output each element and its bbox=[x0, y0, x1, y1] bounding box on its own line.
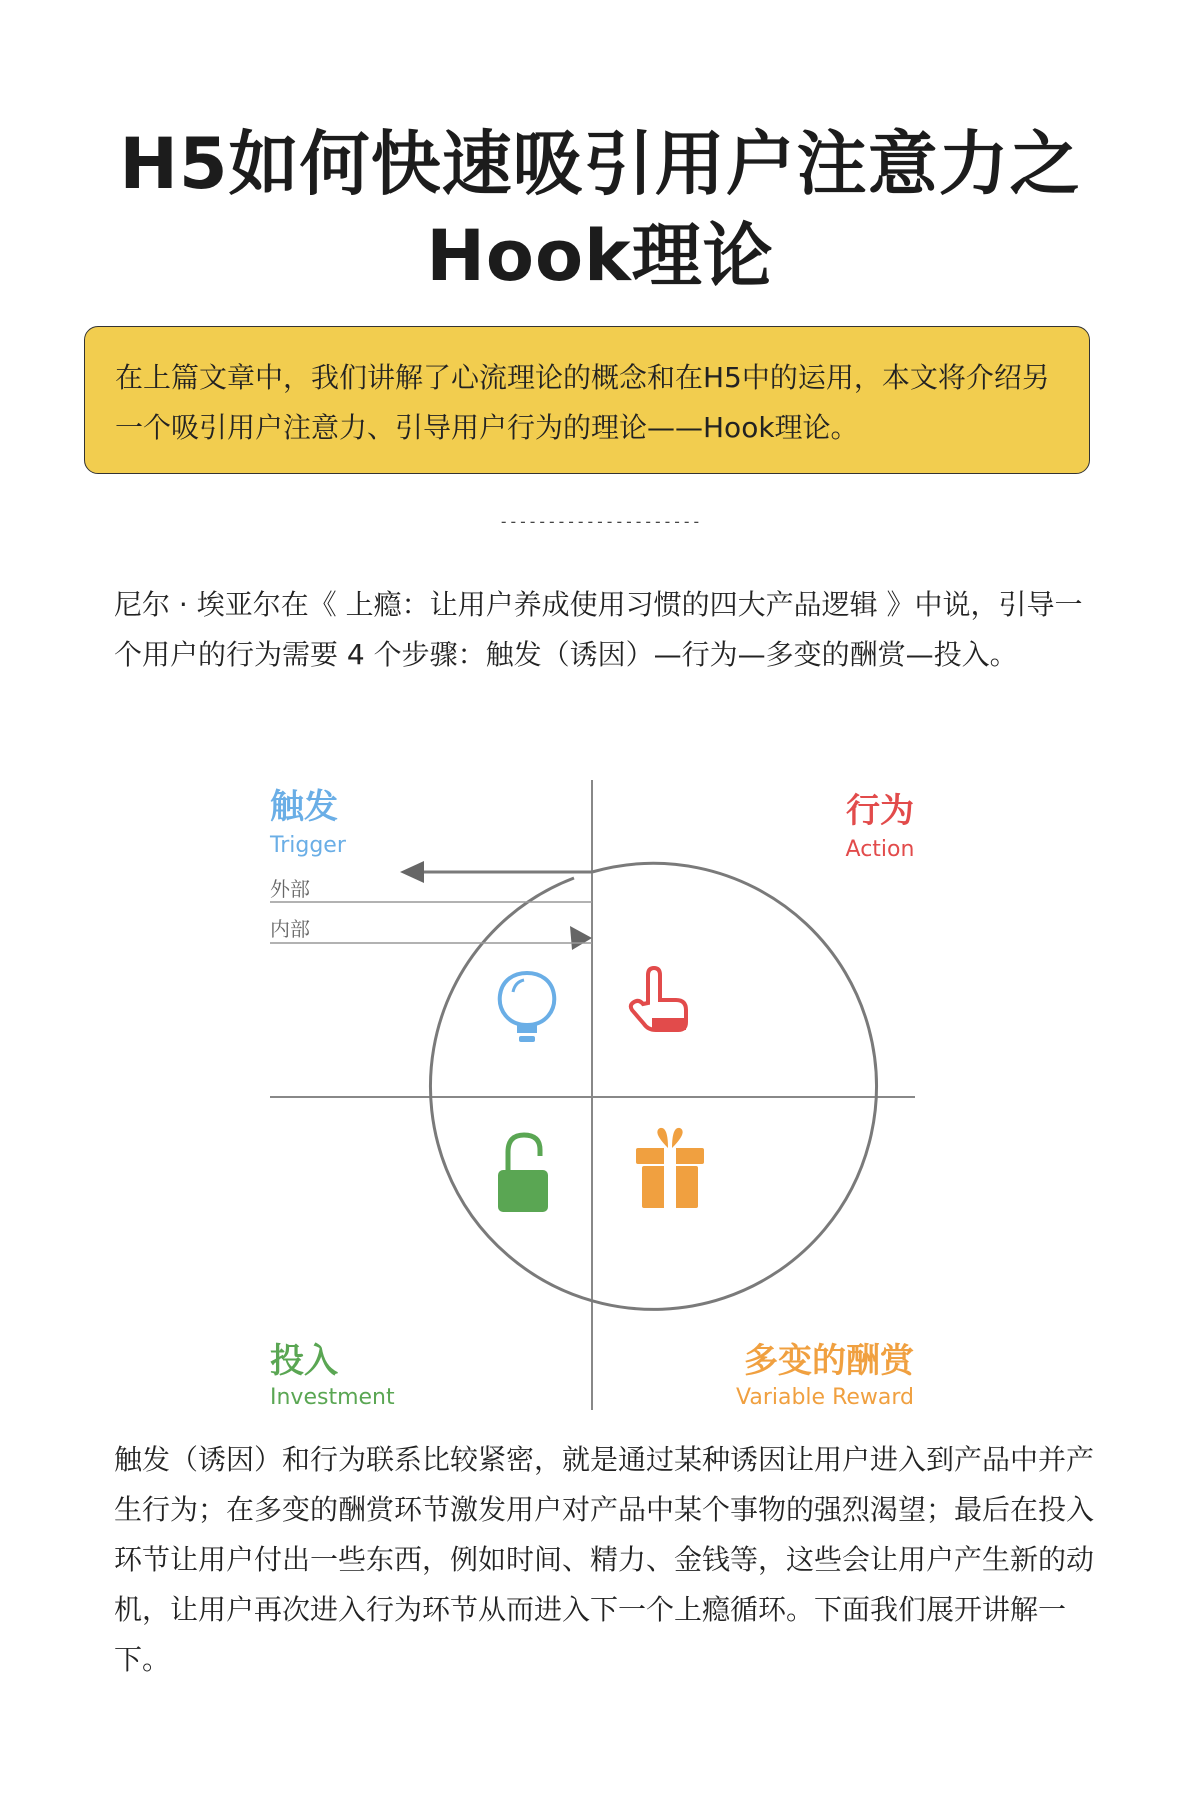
trigger-subtitle: Trigger bbox=[270, 833, 346, 858]
title-line-1: H5如何快速吸引用户注意力之 bbox=[119, 123, 1081, 205]
intro-callout: 在上篇文章中，我们讲解了心流理论的概念和在H5中的运用，本文将介绍另一个吸引用户注意力、引导用户行为的理论——Hook理论。 bbox=[84, 326, 1090, 474]
section-divider: --------------------- bbox=[498, 512, 702, 531]
hook-model-svg bbox=[0, 760, 1200, 1420]
page-title bbox=[0, 118, 1200, 302]
pointing-hand-icon bbox=[631, 968, 686, 1030]
reward-title: 多变的酬赏 bbox=[744, 1341, 914, 1381]
paragraph-explanation: 触发（诱因）和行为联系比较紧密，就是通过某种诱因让用户进入到产品中并产生行为；在多变的酬赏环节激发用户对产品中某个事物的强烈渴望；最后在投入环节让用户付出一些东西，例如时间、精力、金钱等，这些会让用户产生新的动机，让用户再次进入行为环节从而进入下一个上瘾循环。下面我们展开讲解一下。 bbox=[114, 1443, 1095, 1676]
investment-title: 投入 bbox=[270, 1341, 338, 1381]
cycle-circle bbox=[430, 863, 876, 1309]
investment-subtitle: Investment bbox=[270, 1385, 395, 1410]
action-subtitle: Action bbox=[845, 837, 915, 862]
internal-arrow-icon bbox=[570, 926, 592, 950]
action-title: 行为 bbox=[846, 791, 914, 831]
external-label: 外部 bbox=[270, 877, 310, 901]
lightbulb-icon bbox=[500, 973, 555, 1042]
title-line-2: Hook理论 bbox=[426, 215, 774, 297]
paragraph-intro-steps: 尼尔 · 埃亚尔在《 上瘾：让用户养成使用习惯的四大产品逻辑 》中说，引导一个用户的行为需要 4 个步骤：触发（诱因）—行为—多变的酬赏—投入。 bbox=[114, 588, 1083, 671]
internal-label: 内部 bbox=[270, 917, 310, 941]
reward-subtitle: Variable Reward bbox=[736, 1385, 914, 1410]
gift-box-icon bbox=[636, 1128, 704, 1208]
external-arrow-icon bbox=[400, 861, 424, 883]
unlocked-padlock-icon bbox=[498, 1135, 548, 1212]
hook-model-diagram bbox=[0, 760, 1200, 1420]
trigger-title: 触发 bbox=[270, 787, 338, 827]
